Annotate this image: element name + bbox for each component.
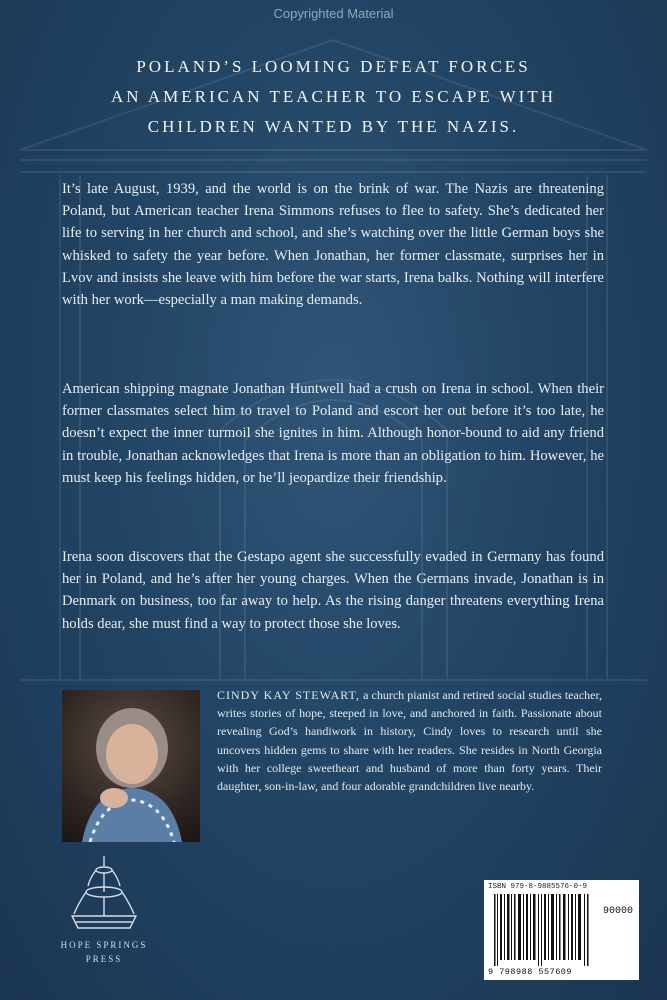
tagline-line: POLAND’S LOOMING DEFEAT FORCES	[136, 57, 531, 76]
author-photo	[62, 690, 200, 842]
tagline-line: AN AMERICAN TEACHER TO ESCAPE WITH	[110, 87, 556, 106]
synopsis-paragraph-3: Irena soon discovers that the Gestapo agent she successfully evaded in Germany has found her in Poland, and he’s after her young charges. When the Germans invade, Jonathan is in Denmark on business, too far away to help. As the rising danger threatens everything Irena holds dear, she must find a way to protect those she loves.	[62, 549, 604, 632]
author-bio-text: a church pianist and retired social studies teacher, writes stories of hope, steeped in love, and anchored in faith. Passionate about revealing God’s handiwork in history, Cindy loves to research until she uncovers hidden gems to share with her readers. She resides in North Georgia with her college sweetheart and husband of more than forty years. Their daughter, son-in-law, and four adorable grandchildren live nearby.	[217, 688, 602, 794]
publisher-line-2: PRESS	[85, 954, 123, 964]
publisher-name	[58, 938, 150, 966]
price-code: 90000	[602, 906, 633, 917]
tagline-line: CHILDREN WANTED BY THE NAZIS.	[147, 117, 520, 136]
barcode-number: 9 798988 557609	[488, 967, 573, 977]
barcode-bars-icon	[494, 894, 590, 966]
fountain-icon	[58, 852, 150, 936]
author-bio	[217, 686, 602, 795]
synopsis-paragraph-2: American shipping magnate Jonathan Huntwell had a crush on Irena in school. When their former classmates select him to travel to Poland and escort her out before it’s too late, he doesn’t expect the inner turmoil she ignites in him. Although honor-bound to aid any friend in trouble, Jonathan acknowledges that Irena is more than an obligation to him. However, he must keep his feelings hidden, or he’ll jeopardize their friendship.	[62, 381, 604, 486]
isbn-label: ISBN 979-8-9885576-0-9	[488, 883, 588, 891]
tagline	[0, 52, 667, 142]
copyright-watermark: Copyrighted Material	[273, 6, 394, 21]
synopsis-paragraph-1: It’s late August, 1939, and the world is on the brink of war. The Nazis are threatening Poland, but American teacher Irena Simmons refuses to flee to safety. She’s dedicated her life to serving in her church and school, and she’s watching over the little German boys she whisked to safety the year before. When Jonathan, her former classmate, surprises her in Lvov and insists she leave with him before the war starts, Irena balks. Nothing will interfere with her work—especially a man making demands.	[62, 181, 604, 309]
isbn-barcode	[484, 880, 639, 980]
publisher-line-1: HOPE SPRINGS	[60, 940, 148, 950]
author-name: CINDY KAY STEWART,	[217, 688, 360, 702]
